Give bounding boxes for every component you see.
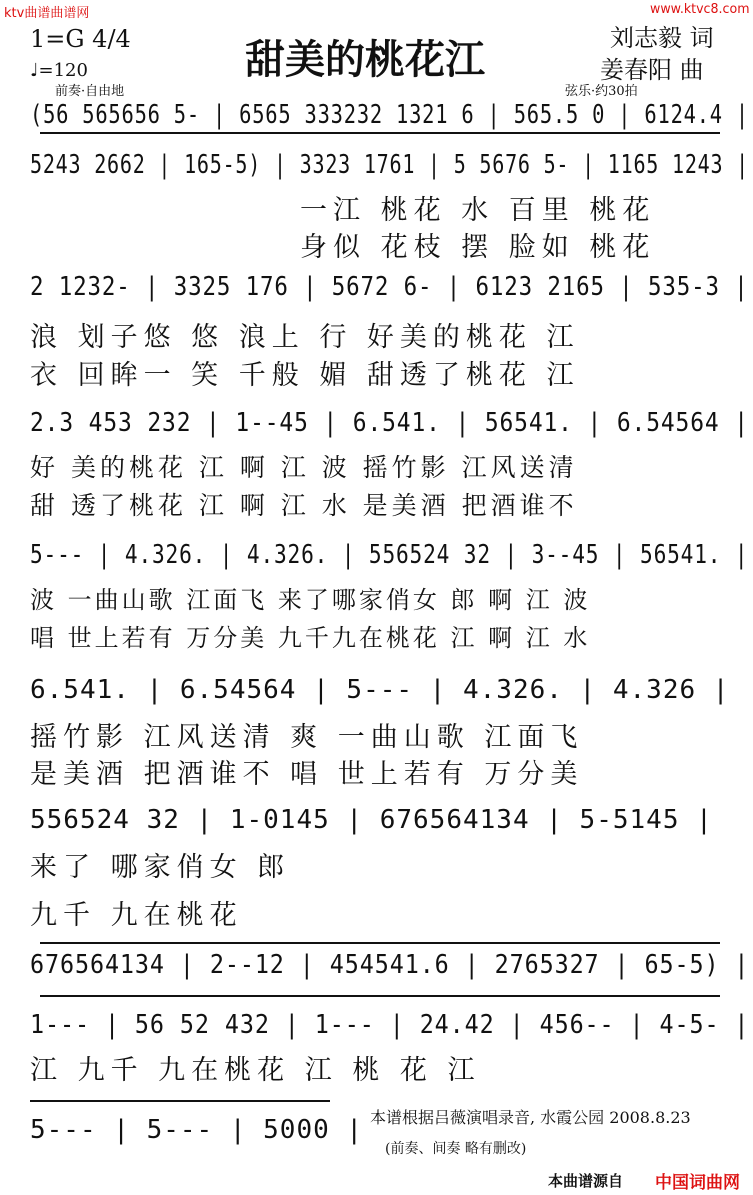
edit-note: (前奏、间奏 略有删改): [385, 1141, 527, 1157]
site-watermark-left: ktv曲谱曲谱网: [4, 6, 90, 21]
site-watermark-right: www.ktvc8.com: [650, 2, 750, 17]
composer-credit: 姜春阳 曲: [600, 56, 704, 84]
score-row-2-lyrics-2: 身似 花枝 摆 脸如 桃花: [300, 232, 656, 263]
score-row-6-lyrics-2: 是美酒 把酒谁不 唱 世上若有 万分美: [30, 759, 584, 790]
score-row-6-lyrics-1: 摇竹影 江风送清 爽 一曲山歌 江面飞: [30, 722, 584, 753]
score-row-7-lyrics-2: 九千 九在桃花: [30, 900, 243, 931]
beam-line: [40, 132, 720, 134]
beam-line: [40, 942, 720, 944]
score-row-3-notes: 2 1232- | 3325 176 | 5672 6- | 6123 2165 | 535-3 |: [30, 272, 749, 302]
beam-line: [30, 1100, 330, 1102]
score-row-5-lyrics-1: 波 一曲山歌 江面飞 来了哪家俏女 郎 啊 江 波: [30, 586, 591, 614]
score-row-5-notes: 5--- | 4.326. | 4.326. | 556524 32 | 3--45 | 56541. |: [30, 540, 749, 570]
score-row-3-lyrics-2: 衣 回眸一 笑 千般 媚 甜透了桃花 江: [30, 360, 580, 391]
score-row-4-lyrics-1: 好 美的桃花 江 啊 江 波 摇竹影 江风送清: [30, 453, 578, 482]
strings-annotation: 弦乐·约30拍: [565, 84, 638, 99]
source-note: 本谱根据吕薇演唱录音, 水霞公园 2008.8.23: [370, 1108, 691, 1127]
song-title: 甜美的桃花江: [245, 36, 485, 83]
score-row-4-notes: 2.3 453 232 | 1--45 | 6.541. | 56541. | 6.54564 |: [30, 408, 749, 438]
score-row-7-lyrics-1: 来了 哪家俏女 郎: [30, 852, 291, 883]
score-row-7-notes: 556524 32 | 1-0145 | 676564134 | 5-5145 |: [30, 805, 713, 835]
score-row-4-lyrics-2: 甜 透了桃花 江 啊 江 水 是美酒 把酒谁不: [30, 491, 578, 520]
score-row-9-notes: 1--- | 56 52 432 | 1--- | 24.42 | 456-- | 4-5- |: [30, 1010, 750, 1040]
score-row-5-lyrics-2: 唱 世上若有 万分美 九千九在桃花 江 啊 江 水: [30, 624, 591, 652]
score-row-10-notes: 5--- | 5--- | 5000 |: [30, 1115, 364, 1145]
lyricist-credit: 刘志毅 词: [610, 24, 714, 52]
score-row-9-lyrics-1: 江 九千 九在桃花 江 桃 花 江: [30, 1055, 481, 1086]
source-site-link[interactable]: 中国词曲网: [655, 1173, 740, 1193]
score-row-2-lyrics-1: 一江 桃花 水 百里 桃花: [300, 195, 656, 226]
intro-annotation: 前奏·自由地: [55, 84, 125, 99]
source-label: 本曲谱源自: [548, 1172, 624, 1190]
score-row-1-notes: (56 565656 5- | 6565 333232 1321 6 | 565.5 0 | 6124.4 |: [30, 100, 750, 130]
key-signature: 1=G 4/4: [30, 25, 131, 53]
score-row-8-notes: 676564134 | 2--12 | 454541.6 | 2765327 | 65-5) |: [30, 950, 750, 980]
score-row-2-notes: 5243 2662 | 165-5) | 3323 1761 | 5 5676 5- | 1165 1243 |: [30, 150, 750, 180]
beam-line: [40, 995, 720, 997]
tempo-mark: ♩=120: [30, 60, 88, 81]
score-row-6-notes: 6.541. | 6.54564 | 5--- | 4.326. | 4.326 |: [30, 675, 730, 705]
score-row-3-lyrics-1: 浪 划子悠 悠 浪上 行 好美的桃花 江: [30, 322, 580, 353]
